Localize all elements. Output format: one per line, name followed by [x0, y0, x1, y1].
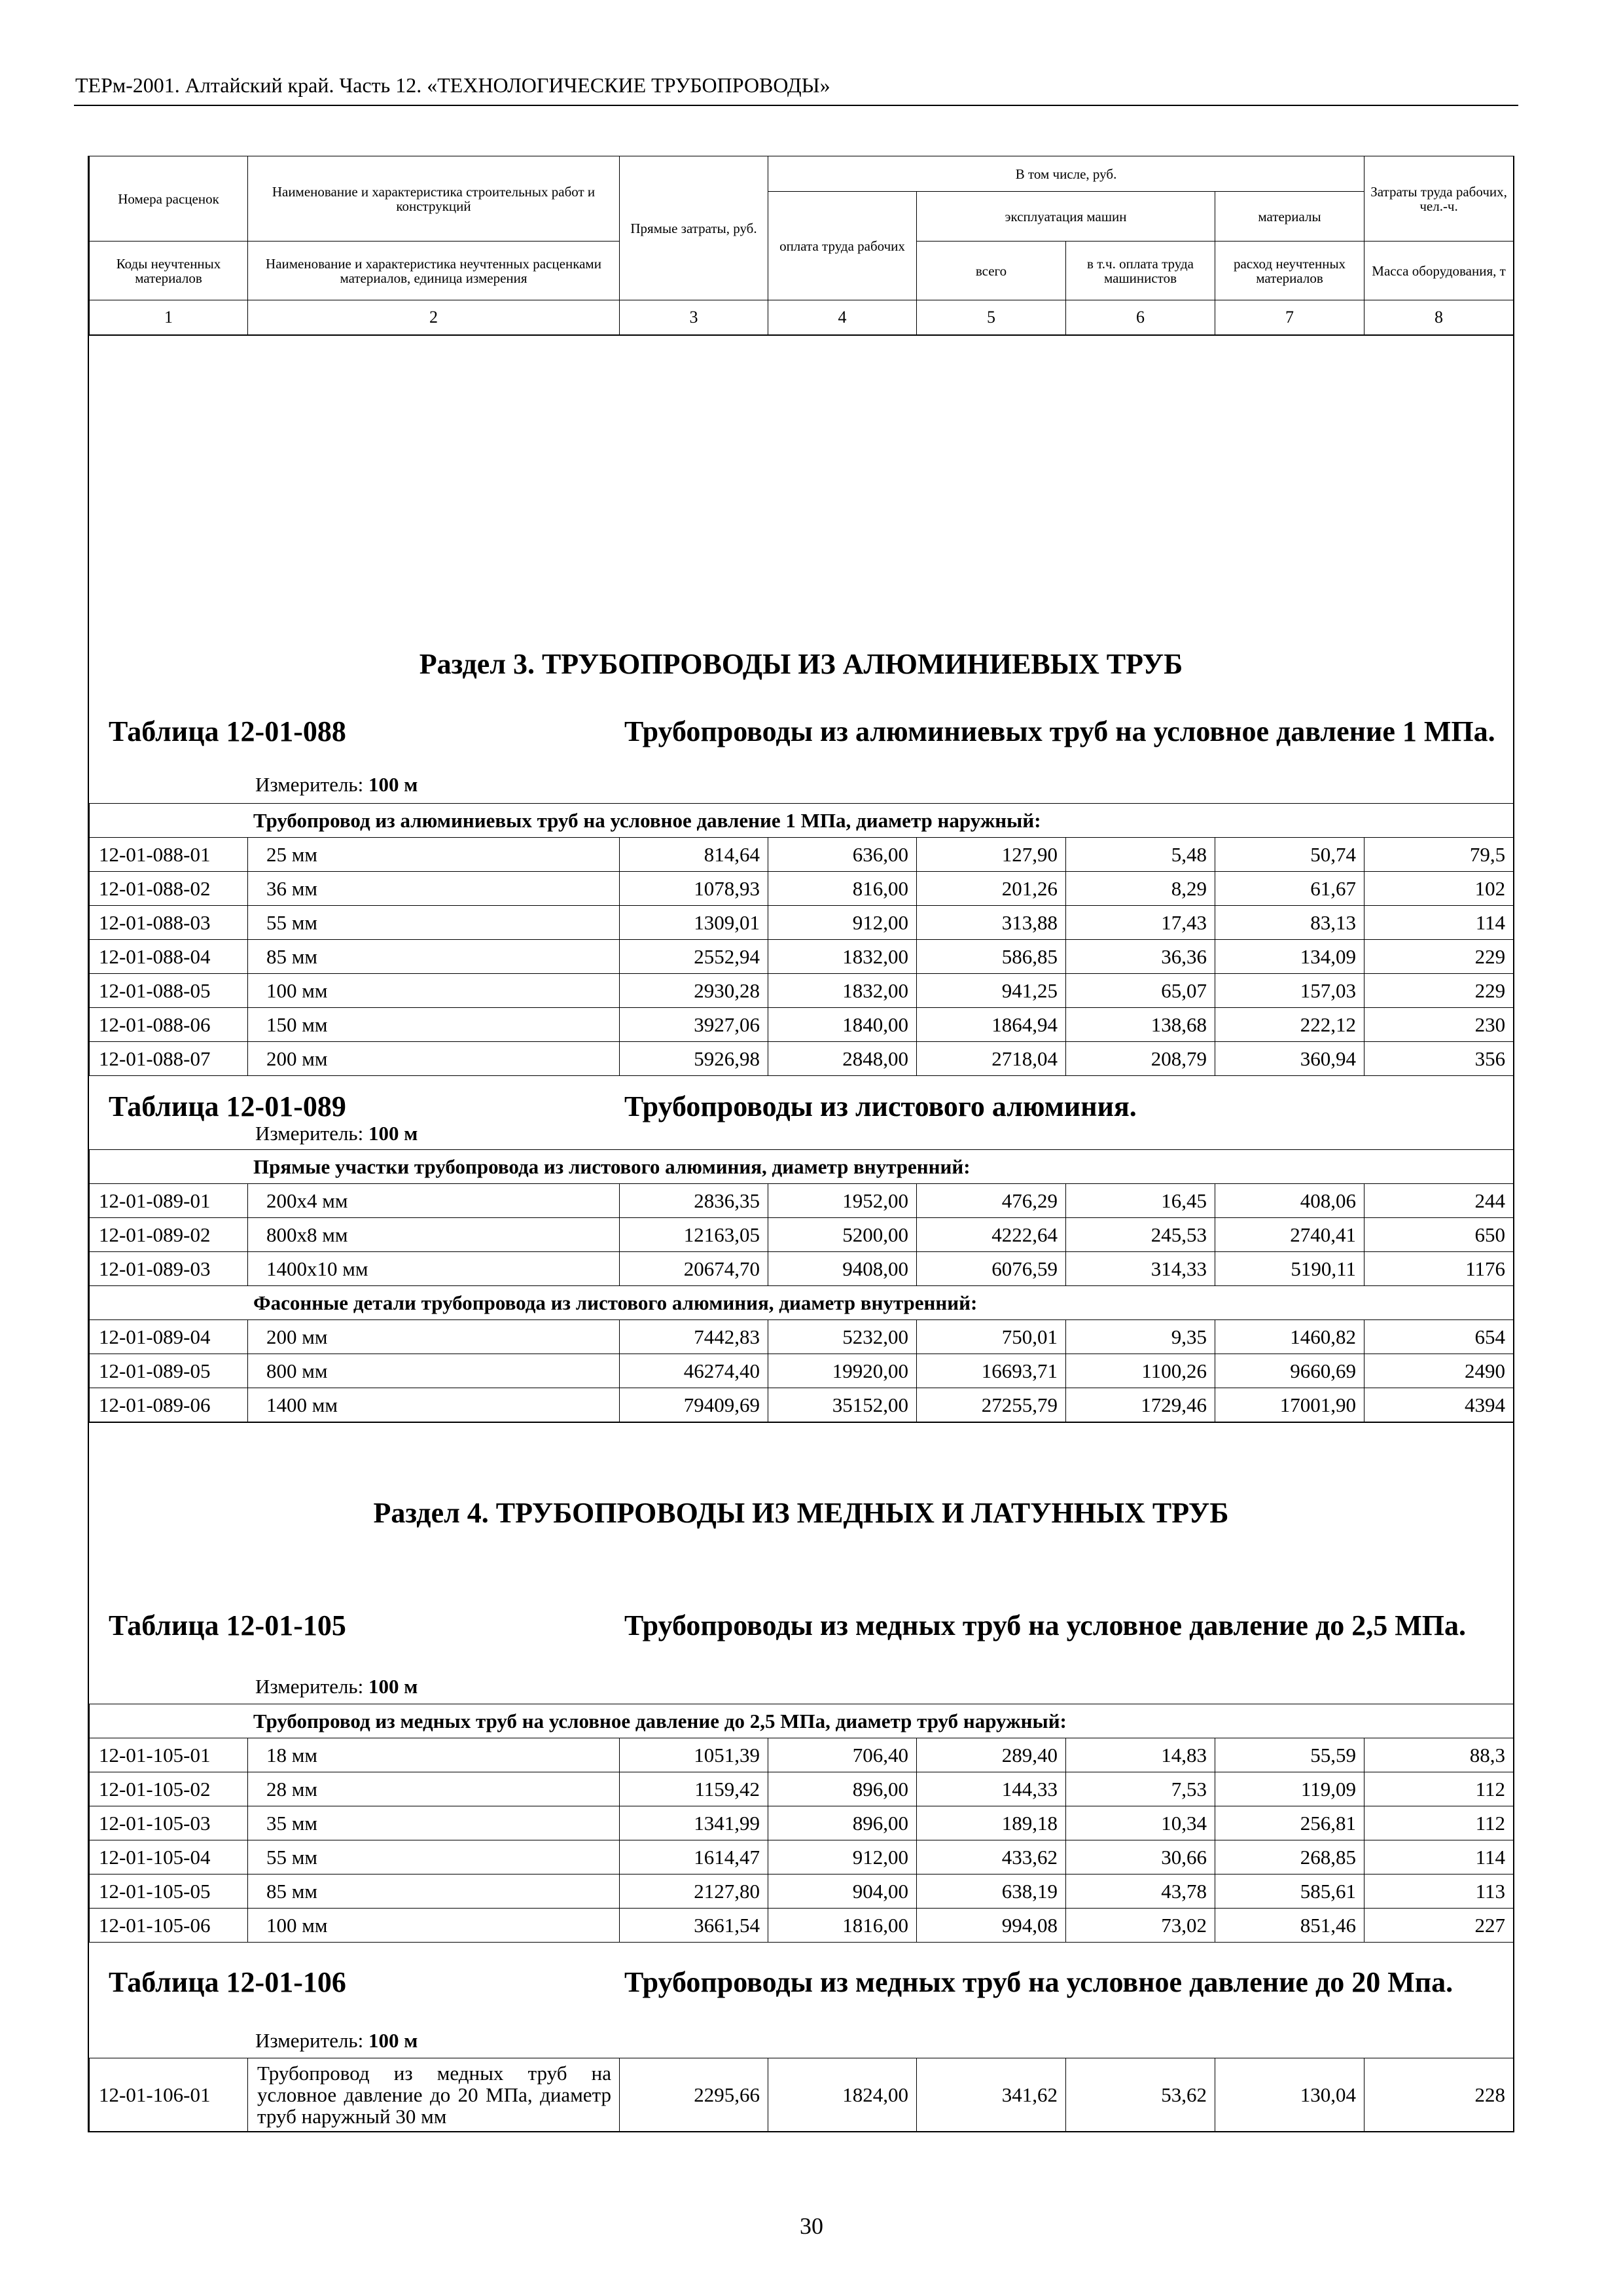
rate-code: 12-01-105-01	[90, 1738, 248, 1772]
wages: 904,00	[768, 1874, 917, 1909]
materials: 83,13	[1215, 906, 1364, 940]
table-row	[90, 1042, 1514, 1076]
materials: 134,09	[1215, 940, 1364, 974]
unit-value: 100 м	[368, 2029, 418, 2052]
machines-total: 289,40	[917, 1738, 1066, 1772]
work-name: 200 мм	[248, 1042, 620, 1076]
machinist-wages: 17,43	[1066, 906, 1215, 940]
direct-costs: 2552,94	[620, 940, 768, 974]
wages: 1816,00	[768, 1909, 917, 1943]
row-group-caption: Трубопровод из медных труб на условное давление до 2,5 МПа, диаметр труб наружный:	[90, 1704, 1514, 1738]
column-header	[89, 156, 1514, 335]
direct-costs: 1078,93	[620, 872, 768, 906]
table-row	[90, 1909, 1514, 1943]
header-rate-number: Номера расценок	[90, 156, 248, 242]
table-12-01-105	[89, 1704, 1514, 1943]
header-material-consumption: расход неучтенных материалов	[1215, 242, 1364, 300]
labor-hours: 88,3	[1364, 1738, 1514, 1772]
wages: 912,00	[768, 1840, 917, 1874]
column-number: 1	[90, 300, 248, 335]
machinist-wages: 53,62	[1066, 2058, 1215, 2132]
table-title	[89, 1603, 1513, 1675]
labor-hours: 229	[1364, 974, 1514, 1008]
labor-hours: 650	[1364, 1218, 1514, 1252]
wages: 636,00	[768, 838, 917, 872]
wages: 35152,00	[768, 1388, 917, 1422]
header-rule	[74, 105, 1518, 106]
table-title	[89, 692, 1513, 770]
machinist-wages: 9,35	[1066, 1320, 1215, 1354]
work-name: 18 мм	[248, 1738, 620, 1772]
table-row	[90, 1738, 1514, 1772]
table-12-01-089	[89, 1149, 1514, 1422]
machinist-wages: 1729,46	[1066, 1388, 1215, 1422]
rate-code: 12-01-089-01	[90, 1184, 248, 1218]
column-number: 6	[1066, 300, 1215, 335]
direct-costs: 1159,42	[620, 1772, 768, 1806]
wages: 816,00	[768, 872, 917, 906]
rate-code: 12-01-089-06	[90, 1388, 248, 1422]
materials: 360,94	[1215, 1042, 1364, 1076]
header-materials: материалы	[1215, 192, 1364, 242]
work-name: 100 мм	[248, 974, 620, 1008]
labor-hours: 2490	[1364, 1354, 1514, 1388]
machines-total: 189,18	[917, 1806, 1066, 1840]
machines-total: 2718,04	[917, 1042, 1066, 1076]
materials: 1460,82	[1215, 1320, 1364, 1354]
table-row	[90, 1772, 1514, 1806]
header-machinist-wages: в т.ч. оплата труда машинистов	[1066, 242, 1215, 300]
wages: 896,00	[768, 1806, 917, 1840]
unit-label: Измеритель:	[255, 2029, 364, 2052]
machinist-wages: 73,02	[1066, 1909, 1215, 1943]
table-title	[89, 1943, 1513, 2029]
header-equipment-mass: Масса оборудования, т	[1364, 242, 1514, 300]
labor-hours: 114	[1364, 906, 1514, 940]
work-name: 200 мм	[248, 1320, 620, 1354]
machinist-wages: 43,78	[1066, 1874, 1215, 1909]
row-group-caption: Трубопровод из алюминиевых труб на условное давление 1 МПа, диаметр наружный:	[90, 804, 1514, 838]
machines-total: 144,33	[917, 1772, 1066, 1806]
unit-label: Измеритель:	[255, 1675, 364, 1698]
unit-value: 100 м	[368, 1675, 418, 1698]
direct-costs: 1309,01	[620, 906, 768, 940]
rate-code: 12-01-088-07	[90, 1042, 248, 1076]
table-row	[90, 1218, 1514, 1252]
materials: 222,12	[1215, 1008, 1364, 1042]
materials: 157,03	[1215, 974, 1364, 1008]
rate-code: 12-01-105-06	[90, 1909, 248, 1943]
measure-unit	[89, 1675, 1513, 1704]
table-row	[90, 1874, 1514, 1909]
rate-code: 12-01-088-01	[90, 838, 248, 872]
column-number: 2	[248, 300, 620, 335]
table-12-01-088	[89, 803, 1514, 1076]
materials: 5190,11	[1215, 1252, 1364, 1286]
column-number: 3	[620, 300, 768, 335]
column-number: 8	[1364, 300, 1514, 335]
labor-hours: 1176	[1364, 1252, 1514, 1286]
table-row	[90, 1252, 1514, 1286]
work-name: 1400 мм	[248, 1388, 620, 1422]
work-name: 36 мм	[248, 872, 620, 906]
direct-costs: 79409,69	[620, 1388, 768, 1422]
rate-code: 12-01-105-04	[90, 1840, 248, 1874]
labor-hours: 356	[1364, 1042, 1514, 1076]
direct-costs: 814,64	[620, 838, 768, 872]
table-name: Трубопроводы из медных труб на условное давление до 20 Мпа.	[624, 1966, 1454, 1998]
rate-code: 12-01-089-03	[90, 1252, 248, 1286]
materials: 408,06	[1215, 1184, 1364, 1218]
direct-costs: 2295,66	[620, 2058, 768, 2132]
machinist-wages: 1100,26	[1066, 1354, 1215, 1388]
machinist-wages: 208,79	[1066, 1042, 1215, 1076]
table-row	[90, 1806, 1514, 1840]
direct-costs: 1341,99	[620, 1806, 768, 1840]
rate-code: 12-01-089-05	[90, 1354, 248, 1388]
column-number: 5	[917, 300, 1066, 335]
unit-label: Измеритель:	[255, 1122, 364, 1145]
machines-total: 941,25	[917, 974, 1066, 1008]
direct-costs: 2930,28	[620, 974, 768, 1008]
table-title	[89, 1076, 1513, 1121]
direct-costs: 46274,40	[620, 1354, 768, 1388]
rate-code: 12-01-105-02	[90, 1772, 248, 1806]
work-name: 85 мм	[248, 1874, 620, 1909]
machinist-wages: 8,29	[1066, 872, 1215, 906]
table-row	[90, 1008, 1514, 1042]
labor-hours: 228	[1364, 2058, 1514, 2132]
wages: 5232,00	[768, 1320, 917, 1354]
header-material-codes: Коды неучтенных материалов	[90, 242, 248, 300]
machinist-wages: 314,33	[1066, 1252, 1215, 1286]
row-group-caption: Фасонные детали трубопровода из листового алюминия, диаметр внутренний:	[90, 1286, 1514, 1320]
direct-costs: 2836,35	[620, 1184, 768, 1218]
machines-total: 27255,79	[917, 1388, 1066, 1422]
table-name: Трубопроводы из листового алюминия.	[624, 1090, 1137, 1122]
materials: 2740,41	[1215, 1218, 1364, 1252]
direct-costs: 12163,05	[620, 1218, 768, 1252]
table-number: Таблица 12-01-106	[109, 1966, 346, 1998]
machines-total: 638,19	[917, 1874, 1066, 1909]
materials: 55,59	[1215, 1738, 1364, 1772]
direct-costs: 1614,47	[620, 1840, 768, 1874]
wages: 19920,00	[768, 1354, 917, 1388]
materials: 585,61	[1215, 1874, 1364, 1909]
work-name: 55 мм	[248, 1840, 620, 1874]
rate-code: 12-01-088-03	[90, 906, 248, 940]
machines-total: 313,88	[917, 906, 1066, 940]
direct-costs: 2127,80	[620, 1874, 768, 1909]
machines-total: 750,01	[917, 1320, 1066, 1354]
table-row	[90, 1354, 1514, 1388]
measure-unit	[89, 2029, 1513, 2058]
unit-label: Измеритель:	[255, 773, 364, 796]
measure-unit	[89, 770, 1513, 803]
rate-code: 12-01-089-02	[90, 1218, 248, 1252]
rate-code: 12-01-105-05	[90, 1874, 248, 1909]
wages: 5200,00	[768, 1218, 917, 1252]
header-labor-hours: Затраты труда рабочих, чел.-ч.	[1364, 156, 1514, 242]
table-row	[90, 838, 1514, 872]
labor-hours: 112	[1364, 1772, 1514, 1806]
labor-hours: 102	[1364, 872, 1514, 906]
labor-hours: 229	[1364, 940, 1514, 974]
column-number: 4	[768, 300, 917, 335]
machines-total: 4222,64	[917, 1218, 1066, 1252]
rate-code: 12-01-088-02	[90, 872, 248, 906]
wages: 2848,00	[768, 1042, 917, 1076]
direct-costs: 3661,54	[620, 1909, 768, 1943]
work-name: 100 мм	[248, 1909, 620, 1943]
table-row	[90, 940, 1514, 974]
materials: 61,67	[1215, 872, 1364, 906]
table-row	[90, 974, 1514, 1008]
table-number: Таблица 12-01-105	[109, 1609, 346, 1641]
machines-total: 433,62	[917, 1840, 1066, 1874]
table-name: Трубопроводы из медных труб на условное давление до 2,5 МПа.	[624, 1609, 1466, 1641]
table-row	[90, 1840, 1514, 1874]
header-machines: эксплуатация машин	[917, 192, 1215, 242]
header-machines-total: всего	[917, 242, 1066, 300]
materials: 130,04	[1215, 2058, 1364, 2132]
table-number: Таблица 12-01-089	[109, 1090, 346, 1122]
wages: 1824,00	[768, 2058, 917, 2132]
labor-hours: 79,5	[1364, 838, 1514, 872]
section-title: Раздел 3. ТРУБОПРОВОДЫ ИЗ АЛЮМИНИЕВЫХ ТРУБ	[419, 648, 1183, 680]
rate-code: 12-01-088-04	[90, 940, 248, 974]
machinist-wages: 30,66	[1066, 1840, 1215, 1874]
machinist-wages: 10,34	[1066, 1806, 1215, 1840]
labor-hours: 112	[1364, 1806, 1514, 1840]
page-number: 30	[800, 2213, 823, 2239]
rate-code: 12-01-106-01	[90, 2058, 248, 2132]
machinist-wages: 14,83	[1066, 1738, 1215, 1772]
labor-hours: 4394	[1364, 1388, 1514, 1422]
materials: 119,09	[1215, 1772, 1364, 1806]
header-wages: оплата труда рабочих	[768, 192, 917, 300]
materials: 256,81	[1215, 1806, 1364, 1840]
machines-total: 341,62	[917, 2058, 1066, 2132]
machinist-wages: 36,36	[1066, 940, 1215, 974]
wages: 1832,00	[768, 940, 917, 974]
work-name: 35 мм	[248, 1806, 620, 1840]
table-name: Трубопроводы из алюминиевых труб на условное давление 1 МПа.	[624, 715, 1495, 747]
table-row	[90, 872, 1514, 906]
table-row	[90, 906, 1514, 940]
work-name: 28 мм	[248, 1772, 620, 1806]
wages: 9408,00	[768, 1252, 917, 1286]
machines-total: 6076,59	[917, 1252, 1066, 1286]
machines-total: 476,29	[917, 1184, 1066, 1218]
wages: 912,00	[768, 906, 917, 940]
machines-total: 16693,71	[917, 1354, 1066, 1388]
unit-value: 100 м	[368, 773, 418, 796]
rate-code: 12-01-088-05	[90, 974, 248, 1008]
labor-hours: 244	[1364, 1184, 1514, 1218]
work-name: 800х8 мм	[248, 1218, 620, 1252]
table-12-01-106	[89, 2058, 1514, 2132]
labor-hours: 113	[1364, 1874, 1514, 1909]
wages: 1832,00	[768, 974, 917, 1008]
wages: 1952,00	[768, 1184, 917, 1218]
machinist-wages: 16,45	[1066, 1184, 1215, 1218]
work-name: 85 мм	[248, 940, 620, 974]
work-name: 25 мм	[248, 838, 620, 872]
machinist-wages: 5,48	[1066, 838, 1215, 872]
machines-total: 586,85	[917, 940, 1066, 974]
direct-costs: 5926,98	[620, 1042, 768, 1076]
direct-costs: 1051,39	[620, 1738, 768, 1772]
table-row	[90, 1184, 1514, 1218]
materials: 851,46	[1215, 1909, 1364, 1943]
machines-total: 201,26	[917, 872, 1066, 906]
rate-code: 12-01-088-06	[90, 1008, 248, 1042]
materials: 9660,69	[1215, 1354, 1364, 1388]
labor-hours: 230	[1364, 1008, 1514, 1042]
header-work-name: Наименование и характеристика строительных работ и конструкций	[248, 156, 620, 242]
direct-costs: 20674,70	[620, 1252, 768, 1286]
machines-total: 1864,94	[917, 1008, 1066, 1042]
work-name: Трубопровод из медных труб на условное давление до 20 МПа, диаметр труб наружный 30 мм	[248, 2058, 620, 2132]
price-table	[88, 156, 1514, 2132]
work-name: 200х4 мм	[248, 1184, 620, 1218]
rate-code: 12-01-105-03	[90, 1806, 248, 1840]
work-name: 1400х10 мм	[248, 1252, 620, 1286]
table-number: Таблица 12-01-088	[109, 715, 346, 747]
wages: 706,40	[768, 1738, 917, 1772]
machines-total: 127,90	[917, 838, 1066, 872]
direct-costs: 7442,83	[620, 1320, 768, 1354]
work-name: 55 мм	[248, 906, 620, 940]
table-row	[90, 1320, 1514, 1354]
header-material-names: Наименование и характеристика неучтенных расценками материалов, единица измерения	[248, 242, 620, 300]
table-row	[90, 2058, 1514, 2132]
machines-total: 994,08	[917, 1909, 1066, 1943]
machinist-wages: 65,07	[1066, 974, 1215, 1008]
labor-hours: 227	[1364, 1909, 1514, 1943]
rate-code: 12-01-089-04	[90, 1320, 248, 1354]
table-row	[90, 1388, 1514, 1422]
measure-unit	[89, 1121, 1513, 1149]
labor-hours: 114	[1364, 1840, 1514, 1874]
running-head: ТЕРм-2001. Алтайский край. Часть 12. «ТЕХНОЛОГИЧЕСКИЕ ТРУБОПРОВОДЫ»	[75, 73, 830, 97]
materials: 17001,90	[1215, 1388, 1364, 1422]
labor-hours: 654	[1364, 1320, 1514, 1354]
wages: 896,00	[768, 1772, 917, 1806]
machinist-wages: 245,53	[1066, 1218, 1215, 1252]
row-group-caption: Прямые участки трубопровода из листового алюминия, диаметр внутренний:	[90, 1150, 1514, 1184]
work-name: 800 мм	[248, 1354, 620, 1388]
work-name: 150 мм	[248, 1008, 620, 1042]
wages: 1840,00	[768, 1008, 917, 1042]
unit-value: 100 м	[368, 1122, 418, 1145]
section-title: Раздел 4. ТРУБОПРОВОДЫ ИЗ МЕДНЫХ И ЛАТУННЫХ ТРУБ	[89, 1422, 1513, 1603]
materials: 268,85	[1215, 1840, 1364, 1874]
header-including: В том числе, руб.	[768, 156, 1364, 192]
materials: 50,74	[1215, 838, 1364, 872]
machinist-wages: 7,53	[1066, 1772, 1215, 1806]
column-number: 7	[1215, 300, 1364, 335]
header-direct-costs: Прямые затраты, руб.	[620, 156, 768, 300]
direct-costs: 3927,06	[620, 1008, 768, 1042]
machinist-wages: 138,68	[1066, 1008, 1215, 1042]
